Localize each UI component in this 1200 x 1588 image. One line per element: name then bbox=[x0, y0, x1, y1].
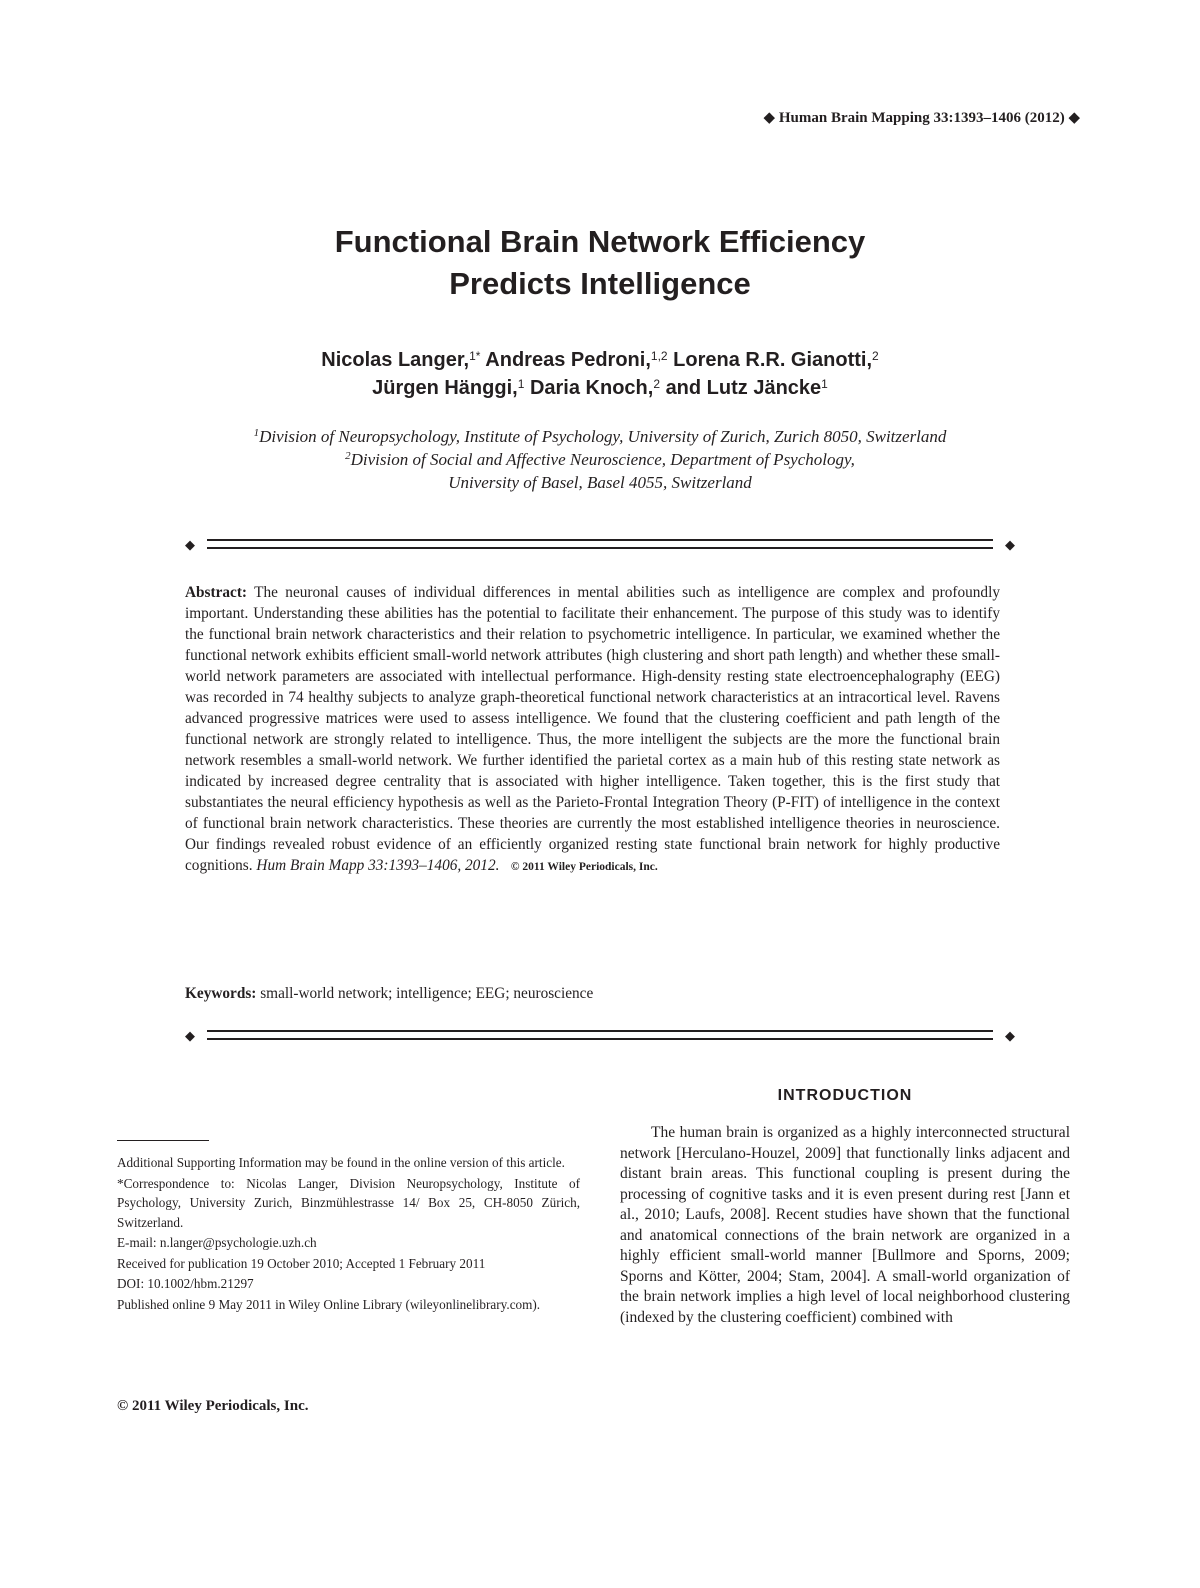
affiliation-list bbox=[100, 425, 1100, 494]
keywords bbox=[185, 985, 1000, 1003]
title-line-1: Functional Brain Network Efficiency bbox=[334, 224, 866, 259]
introduction-heading: INTRODUCTION bbox=[777, 1087, 913, 1104]
footer-copyright: © 2011 Wiley Periodicals, Inc. bbox=[117, 1398, 309, 1414]
divider-line bbox=[207, 1030, 993, 1032]
divider-line bbox=[207, 539, 993, 541]
affiliation bbox=[100, 471, 1100, 494]
keywords-label: Keywords: bbox=[185, 985, 257, 1002]
author-affiliation-mark: 1 bbox=[517, 377, 525, 391]
affiliation-text: University of Basel, Basel 4055, Switzerland bbox=[448, 473, 752, 492]
ornament-diamond: ◆ bbox=[1068, 110, 1080, 126]
affiliation bbox=[100, 425, 1100, 448]
abstract-divider-top bbox=[185, 537, 1015, 553]
author-affiliation-mark: 1* bbox=[469, 349, 481, 363]
affiliation-mark: 2 bbox=[345, 450, 351, 462]
footnote-supporting-info: Additional Supporting Information may be found in the online version of this article. bbox=[117, 1155, 565, 1170]
affiliation-text: Division of Neuropsychology, Institute of Psychology, University of Zurich, Zurich 8050, Switzerland bbox=[259, 427, 947, 446]
author-list bbox=[100, 346, 1100, 402]
footnote-correspondence: *Correspondence to: Nicolas Langer, Division Neuropsychology, Institute of Psychology, University Zurich, Binzmühlestrasse 14/ Box 25, CH-8050 Zürich, Switzerland. bbox=[117, 1175, 580, 1230]
journal-citation: Human Brain Mapping 33:1393–1406 (2012) bbox=[778, 110, 1065, 126]
divider-line bbox=[207, 547, 993, 549]
ornament-diamond: ◆ bbox=[185, 1028, 195, 1043]
author-name: Jürgen Hänggi, bbox=[372, 377, 518, 399]
footnote-rule bbox=[117, 1140, 209, 1141]
article-title bbox=[100, 221, 1100, 305]
footnote-email: E-mail: n.langer@psychologie.uzh.ch bbox=[117, 1235, 317, 1250]
author-affiliation-mark: 2 bbox=[872, 349, 879, 363]
footnote-published: Published online 9 May 2011 in Wiley Online Library (wileyonlinelibrary.com). bbox=[117, 1296, 541, 1312]
author-name: Lorena R.R. Gianotti, bbox=[673, 349, 873, 371]
keywords-text: small-world network; intelligence; EEG; neuroscience bbox=[260, 985, 594, 1002]
footnote-doi: DOI: 10.1002/hbm.21297 bbox=[117, 1276, 254, 1291]
abstract-divider-bottom bbox=[185, 1028, 1015, 1044]
affiliation-text: Division of Social and Affective Neuroscience, Department of Psychology, bbox=[350, 450, 855, 469]
author-name: Andreas Pedroni, bbox=[485, 349, 651, 371]
author-line-1 bbox=[100, 346, 1100, 374]
abstract-label: Abstract: bbox=[185, 584, 248, 601]
author-name: and Lutz Jäncke bbox=[665, 377, 822, 399]
divider-line bbox=[207, 1038, 993, 1040]
abstract-citation: Hum Brain Mapp 33:1393–1406, 2012. bbox=[256, 857, 500, 874]
author-affiliation-mark: 2 bbox=[653, 377, 660, 391]
title-line-2: Predicts Intelligence bbox=[449, 266, 751, 301]
abstract-copyright: © 2011 Wiley Periodicals, Inc. bbox=[510, 861, 658, 873]
ornament-diamond: ◆ bbox=[185, 537, 195, 552]
ornament-diamond: ◆ bbox=[1005, 1028, 1015, 1043]
author-affiliation-mark: 1,2 bbox=[650, 349, 668, 363]
author-name: Nicolas Langer, bbox=[321, 349, 470, 371]
affiliation-mark: 1 bbox=[253, 427, 260, 439]
author-affiliation-mark: 1 bbox=[821, 377, 828, 391]
footnotes bbox=[117, 1153, 580, 1315]
introduction-paragraph: The human brain is organized as a highly interconnected structural network [Herculano-Houzel, 2009] that functionally links adjacent and distant brain areas. This functional coupling is present during the processing of cognitive tasks and it is even present during rest [Jann et al., 2010; Laufs, 2008]. Recent studies have shown that the functional and anatomical connections of the brain network are organized in a highly efficient small-world manner [Bullmore and Sporns, 2009; Sporns and Kötter, 2004; Stam, 2004]. A small-world organization of the brain network implies a high level of local neighborhood clustering (indexed by the clustering coefficient) combined with bbox=[620, 1124, 1070, 1326]
ornament-diamond: ◆ bbox=[1005, 537, 1015, 552]
author-name: Daria Knoch, bbox=[529, 377, 654, 399]
journal-header bbox=[560, 108, 1080, 127]
author-line-2 bbox=[100, 374, 1100, 402]
ornament-diamond: ◆ bbox=[763, 110, 776, 126]
footnote-received: Received for publication 19 October 2010; Accepted 1 February 2011 bbox=[117, 1255, 486, 1271]
abstract-text: The neuronal causes of individual differences in mental abilities such as intelligence are complex and profoundly important. Understanding these abilities has the potential to facilitate their enhancement. The purpose of this study was to identify the functional brain network characteristics and their relation to psychometric intelligence. In particular, we examined whether the functional network exhibits efficient small-world network attributes (high clustering and short path length) and whether these small-world network parameters are associated with intellectual performance. High-density resting state electroencephalography (EEG) was recorded in 74 healthy subjects to analyze graph-theoretical functional network characteristics at an intracortical level. Ravens advanced progressive matrices were used to assess intelligence. We found that the clustering coefficient and path length of the functional network are strongly related to intelligence. Thus, the more intelligent the subjects are the more the functional brain network resembles a small-world network. We further identified the parietal cortex as a main hub of this resting state network as indicated by increased degree centrality that is associated with higher intelligence. Taken together, this is the first study that substantiates the neural efficiency hypothesis as well as the Parieto-Frontal Integration Theory (P-FIT) of intelligence in the context of functional brain network characteristics. These theories are currently the most established intelligence theories in neuroscience. Our findings revealed robust evidence of an efficiently organized resting state functional brain network for highly productive cognitions. bbox=[185, 584, 1000, 874]
introduction-body bbox=[620, 1123, 1070, 1328]
affiliation bbox=[100, 448, 1100, 471]
abstract bbox=[185, 582, 1000, 878]
